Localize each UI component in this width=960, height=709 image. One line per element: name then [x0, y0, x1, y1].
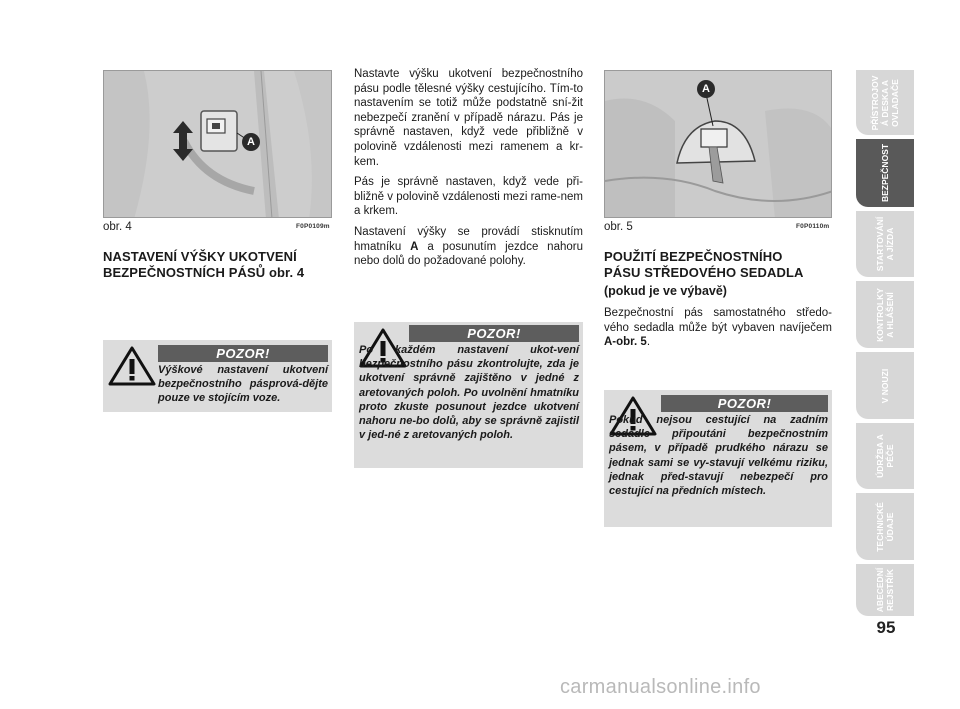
section-1-heading-line2: BEZPEČNOSTNÍCH PÁSŮ obr. 4: [103, 265, 305, 280]
figure-4-caption: obr. 4: [103, 221, 132, 233]
middle-paragraph-2: Pás je správně nastaven, když vede při-bližně v polovině vzdálenosti mezi rame-nem a krkem.: [354, 176, 583, 218]
tab-startovani-a-jizda[interactable]: [856, 211, 914, 277]
tab-label: ÚDRŽBA A PÉČE: [875, 434, 895, 478]
figure-4-image: [103, 70, 332, 218]
tab-label: KONTROLKY A HLÁŠENÍ: [875, 287, 895, 342]
warning-2-title: POZOR!: [409, 325, 579, 342]
middle-paragraph-3-bold: A: [410, 240, 419, 253]
warning-1-title: POZOR!: [158, 345, 328, 362]
section-2-heading-line2: PÁSU STŘEDOVÉHO SEDADLA: [604, 265, 804, 280]
section-2-body-before: Bezpečnostní pás samostatného středo-vého sedadla může být vybaven navíječem: [604, 307, 832, 334]
section-2-body-after: .: [646, 336, 651, 349]
warning-box-3: [604, 390, 832, 527]
section-2-heading: [604, 249, 836, 281]
tab-label: TECHNICKÉ ÚDAJE: [875, 501, 895, 552]
warning-2-text: [359, 343, 579, 442]
watermark-text: carmanualsonline.info: [560, 676, 761, 698]
tab-v-nouzi[interactable]: [856, 352, 914, 419]
warning-box-1: [103, 340, 332, 412]
warning-1-text: Výškové nastavení ukotvení bezpečnostního pásprová-dějte pouze ve stojícím voze.: [158, 364, 328, 405]
tab-pristrojova-deska[interactable]: [856, 70, 914, 135]
tab-technicke-udaje[interactable]: [856, 493, 914, 560]
section-2-body-bold: A-obr. 5: [604, 336, 647, 349]
figure-5-callout: A: [697, 80, 715, 98]
page-number: 95: [876, 618, 896, 637]
section-2-heading-line1: POUŽITÍ BEZPEČNOSTNÍHO: [604, 249, 783, 264]
tab-label: BEZPEČNOST: [880, 143, 890, 203]
warning-box-2: [354, 322, 583, 468]
figure-5-caption: obr. 5: [604, 221, 633, 233]
tab-label: PŘÍSTROJOV Á DESKA A OVLADAČE: [870, 75, 900, 130]
warning-2-text-content: Po každém nastavení ukot-vení bezpečnostního pásu zkontrolujte, zda je ukotvení správně zajištěno v jedné z aretovaných poloh. Po uvolnění hmatníku proto zkuste posunout jezdce ukotvení nahoru ne-bo dolů, aby se správně zajistil v jed-né z aretovaných poloh.: [359, 344, 579, 442]
tab-abecedni-rejstrik[interactable]: [856, 564, 914, 616]
tab-label: V NOUZI: [880, 368, 890, 403]
figure-4-code: F0P0109m: [296, 223, 330, 230]
middle-paragraph-3: [354, 225, 583, 269]
tab-label: ABECEDNÍ REJSTŘÍK: [875, 567, 895, 613]
section-2-body: [604, 306, 832, 350]
warning-triangle-icon: [108, 346, 156, 386]
warning-3-text: [609, 413, 828, 498]
section-1-heading-line1: NASTAVENÍ VÝŠKY UKOTVENÍ: [103, 249, 297, 264]
figure-5-image: [604, 70, 832, 218]
tab-kontrolky-a-hlaseni[interactable]: [856, 281, 914, 348]
figure-4-callout: A: [242, 133, 260, 151]
tab-label: STARTOVÁNÍ A JÍZDA: [875, 216, 895, 272]
figure-5-code: F0P0110m: [796, 223, 830, 230]
middle-body-text: [354, 67, 583, 275]
section-2-subheading: (pokud je ve výbavě): [604, 284, 727, 298]
tab-bezpecnost[interactable]: [856, 139, 914, 207]
middle-paragraph-3-after: a posunutím jezdce nahoru nebo dolů do požadované polohy.: [354, 240, 583, 268]
warning-3-title: POZOR!: [661, 395, 828, 412]
tab-udrzba-a-pece[interactable]: [856, 423, 914, 489]
section-1-heading: [103, 249, 335, 281]
warning-3-text-content: Pokud nejsou cestující na zadním sedadle připoutáni bezpečnostním pásem, v případě prudkého nárazu se jednak sami se vy-stavují velkému riziku, jednak před-stavují nebezpečí pro cestující na předních místech.: [609, 414, 828, 498]
middle-paragraph-1: Nastavte výšku ukotvení bezpečnostního pásu podle tělesné výšky cestujícího. Tím-to nastavením se totiž může podstatně sní-žit nebezpečí zranění v případě nárazu. Pás je správně nastaven, když vede přibližně v polovině vzdálenosti mezi ramenem a kr-kem.: [354, 68, 583, 168]
middle-paragraph-3-before: Nastavení výšky se provádí stisknutím hmatníku: [354, 225, 583, 253]
